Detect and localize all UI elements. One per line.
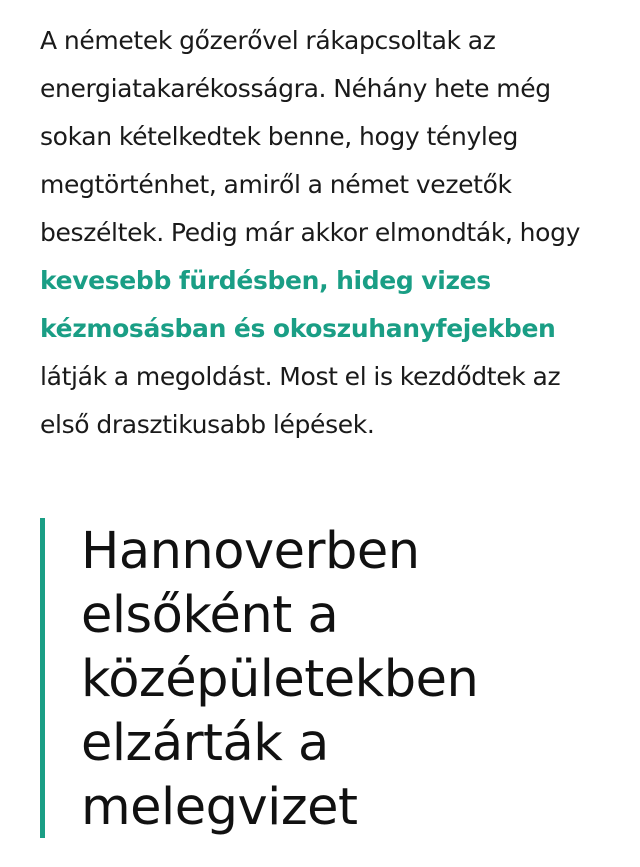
pull-quote-line-3: középületekben: [81, 650, 479, 709]
pull-quote-line-4: elzárták a: [81, 714, 329, 773]
article-inline-link[interactable]: kevesebb fürdésben, hideg vizes kézmosásban és okoszuhanyfejekben: [40, 266, 556, 343]
pull-quote-line-2: elsőként a: [81, 586, 339, 645]
pull-quote-line-1: Hannoverben: [81, 522, 420, 581]
paragraph-text-after-link: látják a megoldást. Most el is kezdődtek az első drasztikusabb lépések.: [40, 362, 561, 439]
pull-quote-line-5: melegvizet: [81, 778, 358, 837]
pull-quote: [40, 518, 600, 838]
paragraph-text-before-link: A németek gőzerővel rákapcsoltak az energiatakarékosságra. Néhány hete még sokan kételkedtek benne, hogy tényleg megtörténhet, amiről a német vezetők beszéltek. Pedig már akkor elmondták, hogy: [40, 26, 581, 247]
pull-quote-text: [81, 518, 600, 840]
article-body: [40, 17, 610, 449]
article-paragraph: [40, 17, 610, 449]
